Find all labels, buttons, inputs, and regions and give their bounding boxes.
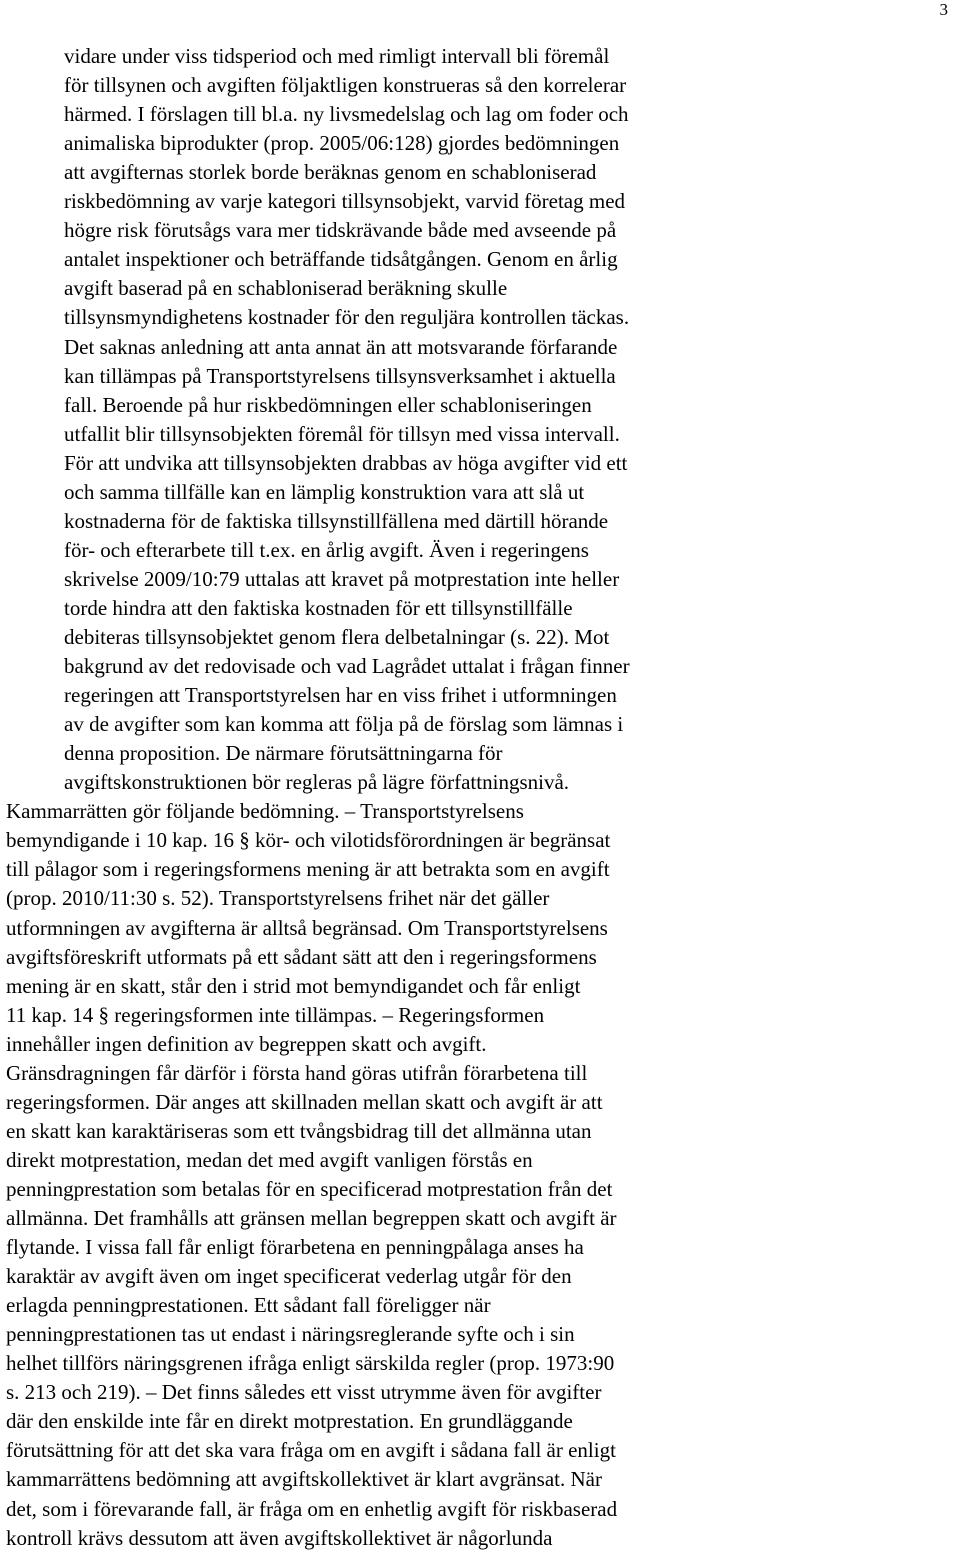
- text-line: helhet tillförs näringsgrenen ifråga enligt särskilda regler (prop. 1973:90: [6, 1351, 615, 1376]
- text-line: riskbedömning av varje kategori tillsynsobjekt, varvid företag med: [64, 189, 626, 214]
- page-number: 3: [939, 0, 948, 19]
- text-line: förutsättning för att det ska vara fråga om en avgift i sådana fall är enligt: [6, 1438, 616, 1463]
- text-line: Kammarrätten gör följande bedömning. – Transportstyrelsens: [6, 799, 524, 824]
- text-line: avgiftsföreskrift utformats på ett sådant sätt att den i regeringsformens: [6, 944, 597, 969]
- text-line: allmänna. Det framhålls att gränsen mellan begreppen skatt och avgift är: [6, 1206, 617, 1230]
- text-line: högre risk förutsågs vara mer tidskrävande både med avseende på: [64, 218, 617, 243]
- text-line: till pålagor som i regeringsformens mening är att betrakta som en avgift: [6, 857, 610, 882]
- text-line: regeringsformen. Där anges att skillnaden mellan skatt och avgift är att: [6, 1089, 603, 1114]
- text-line: avgift baserad på en schabloniserad beräkning skulle: [64, 276, 508, 301]
- text-line: Gränsdragningen får därför i första hand göras utifrån förarbetena till: [6, 1060, 588, 1085]
- text-line: avgiftskonstruktionen bör regleras på lägre författningsnivå.: [64, 770, 570, 795]
- text-line: kammarrättens bedömning att avgiftskollektivet är klart avgränsat. När: [6, 1467, 602, 1492]
- text-line: mening är en skatt, står den i strid mot bemyndigandet och får enligt: [6, 973, 581, 998]
- text-line: bemyndigande i 10 kap. 16 § kör- och vilotidsförordningen är begränsat: [6, 828, 611, 853]
- text-line: fall. Beroende på hur riskbedömningen eller schabloniseringen: [64, 392, 592, 417]
- text-line: s. 213 och 219). – Det finns således ett visst utrymme även för avgifter: [6, 1380, 602, 1405]
- text-line: kostnaderna för de faktiska tillsynstillfällena med därtill hörande: [64, 508, 609, 533]
- text-line: regeringen att Transportstyrelsen har en viss frihet i utformningen: [64, 683, 617, 708]
- text-line: kontroll krävs dessutom att även avgiftskollektivet är någorlunda: [6, 1525, 553, 1550]
- text-line: debiteras tillsynsobjektet genom flera delbetalningar (s. 22). Mot: [64, 625, 610, 649]
- text-line: av de avgifter som kan komma att följa på de förslag som lämnas i: [64, 712, 624, 737]
- text-line: För att undvika att tillsynsobjekten drabbas av höga avgifter vid ett: [64, 450, 628, 475]
- text-line: vidare under viss tidsperiod och med rimligt intervall bli föremål: [64, 44, 610, 68]
- text-line: denna proposition. De närmare förutsättningarna för: [64, 741, 503, 766]
- text-line: för tillsynen och avgiften följaktligen konstrueras så den korrelerar: [64, 73, 627, 98]
- text-line: och samma tillfälle kan en lämplig konstruktion vara att slå ut: [64, 479, 585, 504]
- text-line: animaliska biprodukter (prop. 2005/06:128) gjordes bedömningen: [64, 131, 620, 156]
- text-line: skrivelse 2009/10:79 uttalas att kravet på motprestation inte heller: [64, 566, 620, 591]
- text-line: Det saknas anledning att anta annat än att motsvarande förfarande: [64, 334, 618, 359]
- text-line: det, som i förevarande fall, är fråga om en enhetlig avgift för riskbaserad: [6, 1496, 618, 1521]
- text-line: kan tillämpas på Transportstyrelsens tillsynsverksamhet i aktuella: [64, 363, 616, 388]
- text-line: utfallit blir tillsynsobjekten föremål för tillsyn med vissa intervall.: [64, 421, 620, 446]
- text-line: penningprestation som betalas för en specificerad motprestation från det: [6, 1176, 613, 1201]
- text-line: en skatt kan karaktäriseras som ett tvångsbidrag till det allmänna utan: [6, 1118, 592, 1143]
- text-line: torde hindra att den faktiska kostnaden för ett tillsynstillfälle: [64, 595, 573, 620]
- text-line: antalet inspektioner och beträffande tidsåtgången. Genom en årlig: [64, 247, 618, 272]
- text-line: penningprestationen tas ut endast i näringsreglerande syfte och i sin: [6, 1322, 575, 1347]
- text-line: direkt motprestation, medan det med avgift vanligen förstås en: [6, 1147, 533, 1172]
- text-line: 11 kap. 14 § regeringsformen inte tillämpas. – Regeringsformen: [6, 1002, 545, 1027]
- text-line: där den enskilde inte får en direkt motprestation. En grundläggande: [6, 1409, 573, 1434]
- text-line: innehåller ingen definition av begreppen skatt och avgift.: [6, 1031, 487, 1056]
- text-line: för- och efterarbete till t.ex. en årlig avgift. Även i regeringens: [64, 537, 589, 562]
- text-line: härmed. I förslagen till bl.a. ny livsmedelslag och lag om foder och: [64, 102, 629, 127]
- text-line: utformningen av avgifterna är alltså begränsad. Om Transportstyrelsens: [6, 915, 608, 940]
- text-line: bakgrund av det redovisade och vad Lagrådet uttalat i frågan finner: [64, 654, 630, 679]
- text-line: erlagda penningprestationen. Ett sådant fall föreligger när: [6, 1293, 491, 1318]
- text-line: att avgifternas storlek borde beräknas genom en schabloniserad: [64, 160, 597, 185]
- text-line: flytande. I vissa fall får enligt förarbetena en penningpålaga anses ha: [6, 1235, 584, 1260]
- text-line: (prop. 2010/11:30 s. 52). Transportstyrelsens frihet när det gäller: [6, 886, 550, 911]
- text-line: karaktär av avgift även om inget specificerat vederlag utgår för den: [6, 1264, 572, 1289]
- text-line: tillsynsmyndighetens kostnader för den reguljära kontrollen täckas.: [64, 305, 630, 330]
